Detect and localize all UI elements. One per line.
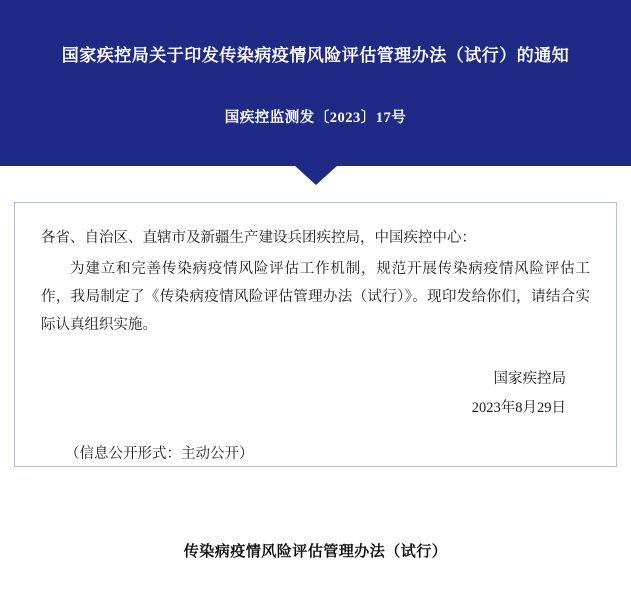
salutation-text: 各省、自治区、直辖市及新疆生产建设兵团疾控局，中国疾控中心： [41, 230, 476, 246]
page-title: 国家疾控局关于印发传染病疫情风险评估管理办法（试行）的通知 [61, 46, 570, 65]
signature-block [41, 365, 590, 422]
body-paragraph: 为建立和完善传染病疫情风险评估工作机制，规范开展传染病疫情风险评估工作，我局制定了《传染病疫情风险评估管理办法（试行）》。现印发给你们，请结合实际认真组织实施。 [41, 260, 590, 334]
disclosure-note: （信息公开形式：主动公开） [65, 445, 254, 462]
signer-name: 国家疾控局 [493, 371, 566, 388]
document-header-banner [0, 0, 631, 166]
document-number: 国疾控监测发〔2023〕17号 [224, 109, 407, 126]
signature-date: 2023年8月29日 [471, 399, 566, 416]
section-title: 传染病疫情风险评估管理办法（试行） [183, 544, 448, 560]
banner-notch-shape [294, 165, 338, 185]
document-body-card [14, 202, 617, 467]
